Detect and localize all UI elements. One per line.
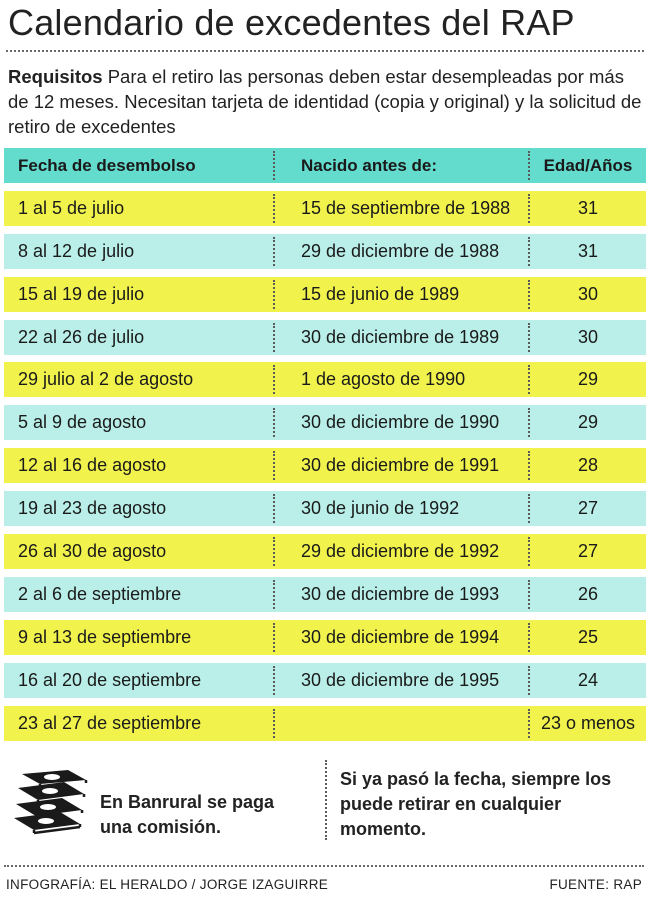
cell-fecha: 15 al 19 de julio (18, 283, 145, 304)
cell-nacido: 30 de diciembre de 1991 (301, 455, 500, 476)
cell-edad: 30 (577, 326, 599, 347)
cell-edad: 27 (577, 498, 599, 519)
footer-source: FUENTE: RAP (549, 877, 642, 892)
cell-edad: 28 (577, 455, 599, 476)
column-divider (273, 408, 275, 437)
table-row (4, 277, 646, 312)
cell-edad: 31 (577, 197, 599, 218)
column-divider (273, 709, 275, 738)
column-divider (273, 194, 275, 223)
cell-fecha: 16 al 20 de septiembre (18, 669, 202, 690)
cell-nacido: 30 de diciembre de 1995 (301, 669, 500, 690)
title-divider (6, 50, 644, 52)
cell-fecha: 22 al 26 de julio (18, 326, 145, 347)
cell-nacido: 1 de agosto de 1990 (301, 369, 466, 390)
cell-fecha: 12 al 16 de agosto (18, 455, 167, 476)
requirements-paragraph (8, 64, 642, 139)
column-divider (273, 623, 275, 652)
cell-edad: 24 (577, 669, 599, 690)
column-divider (273, 451, 275, 480)
cell-edad: 26 (577, 583, 599, 604)
cell-nacido: 30 de diciembre de 1989 (301, 326, 500, 347)
cell-nacido: 30 de diciembre de 1990 (301, 412, 500, 433)
table-row (4, 620, 646, 655)
column-divider (273, 580, 275, 609)
cell-fecha: 26 al 30 de agosto (18, 541, 167, 562)
cell-fecha: 1 al 5 de julio (18, 197, 125, 218)
table-row (4, 448, 646, 483)
column-divider (273, 666, 275, 695)
cell-fecha: 5 al 9 de agosto (18, 412, 147, 433)
cell-nacido: 29 de diciembre de 1992 (301, 541, 500, 562)
notes-divider (325, 760, 327, 840)
column-divider (273, 237, 275, 266)
header-edad: Edad/Años (543, 156, 633, 175)
cell-edad: 29 (577, 412, 599, 433)
anytime-note: Si ya pasó la fecha, siempre los puede retirar en cualquier momento. (340, 769, 612, 839)
requirements-label: Requisitos (8, 66, 103, 87)
footer-divider (4, 865, 644, 867)
cell-fecha: 23 al 27 de septiembre (18, 712, 202, 733)
column-divider (273, 537, 275, 566)
cell-nacido: 15 de junio de 1989 (301, 283, 460, 304)
header-fecha: Fecha de desembolso (18, 156, 196, 175)
table-row (4, 234, 646, 269)
cell-fecha: 29 julio al 2 de agosto (18, 369, 194, 390)
column-divider (273, 365, 275, 394)
cell-nacido (301, 706, 531, 741)
header-nacido: Nacido antes de: (301, 156, 438, 175)
cell-edad: 23 o menos (540, 712, 636, 733)
column-divider (273, 151, 275, 180)
table-row (4, 491, 646, 526)
banrural-note: En Banrural se paga una comisión. (100, 792, 275, 837)
cell-fecha: 9 al 13 de septiembre (18, 626, 192, 647)
table-row (4, 663, 646, 698)
cell-nacido: 30 de diciembre de 1993 (301, 583, 500, 604)
cell-edad: 25 (577, 626, 599, 647)
cell-fecha: 19 al 23 de agosto (18, 498, 167, 519)
table-row (4, 534, 646, 569)
column-divider (273, 280, 275, 309)
cell-nacido: 15 de septiembre de 1988 (301, 197, 511, 218)
table-row (4, 405, 646, 440)
cell-edad: 30 (577, 283, 599, 304)
page-title: Calendario de excedentes del RAP (8, 2, 575, 43)
cell-edad: 27 (577, 541, 599, 562)
table-row (4, 577, 646, 612)
requirements-text: Para el retiro las personas deben estar desempleadas por más de 12 meses. Necesitan tarjeta de identidad (copia y original) y la solicitud de retiro de excedentes (8, 66, 642, 137)
table-row (4, 191, 646, 226)
cell-nacido: 30 de diciembre de 1994 (301, 626, 500, 647)
cell-fecha: 8 al 12 de julio (18, 240, 135, 261)
cell-fecha: 2 al 6 de septiembre (18, 583, 182, 604)
table-row (4, 362, 646, 397)
table-row (4, 320, 646, 355)
column-divider (273, 494, 275, 523)
table-row (4, 706, 646, 741)
money-stack-icon (12, 768, 90, 836)
cell-edad: 29 (577, 369, 599, 390)
footer-credit: INFOGRAFÍA: EL HERALDO / JORGE IZAGUIRRE (6, 877, 329, 892)
schedule-table (4, 148, 646, 748)
table-header-row (4, 148, 646, 183)
cell-edad: 31 (577, 240, 599, 261)
cell-nacido: 29 de diciembre de 1988 (301, 240, 500, 261)
cell-nacido: 30 de junio de 1992 (301, 498, 460, 519)
column-divider (273, 323, 275, 352)
